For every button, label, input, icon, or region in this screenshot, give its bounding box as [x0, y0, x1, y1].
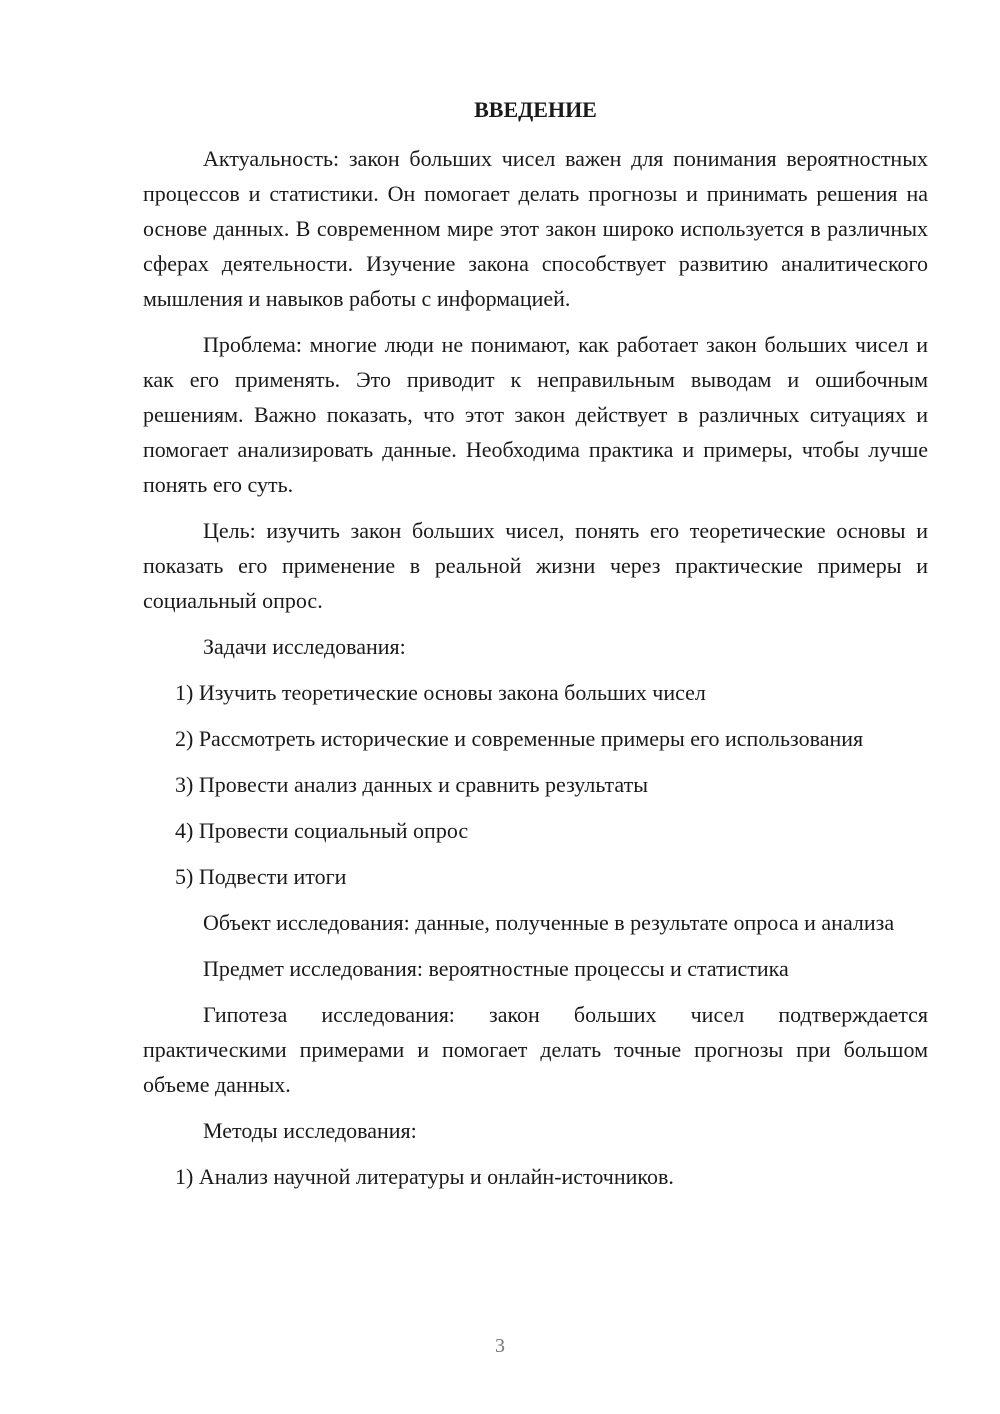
paragraph-relevance: Актуальность: закон больших чисел важен для понимания вероятностных процессов и статистики. Он помогает делать прогнозы и принимать решения на основе данных. В современном мире этот закон широко используется в различных сферах деятельности. Изучение закона способствует развитию аналитического мышления и навыков работы с информацией. [143, 146, 928, 311]
page-number: 3 [495, 1335, 505, 1357]
list-item: 1) Изучить теоретические основы закона больших чисел [175, 680, 706, 705]
paragraph-hypothesis: Гипотеза исследования: закон больших чисел подтверждается практическими примерами и помогает делать точные прогнозы при большом объеме данных. [143, 1002, 928, 1097]
list-item: 2) Рассмотреть исторические и современные примеры его использования [175, 726, 864, 751]
list-item: 3) Провести анализ данных и сравнить результаты [175, 772, 648, 797]
list-item: 5) Подвести итоги [175, 864, 347, 889]
paragraph-methods-heading: Методы исследования: [203, 1118, 417, 1143]
list-item: 1) Анализ научной литературы и онлайн-источников. [175, 1164, 674, 1189]
paragraph-tasks-heading: Задачи исследования: [203, 634, 406, 659]
document-body [143, 93, 928, 1205]
paragraph-goal: Цель: изучить закон больших чисел, понять его теоретические основы и показать его применение в реальной жизни через практические примеры и социальный опрос. [143, 518, 928, 613]
paragraph-object: Объект исследования: данные, полученные в результате опроса и анализа [203, 910, 895, 935]
paragraph-problem: Проблема: многие люди не понимают, как работает закон больших чисел и как его применять. Это приводит к неправильным выводам и ошибочным решениям. Важно показать, что этот закон действует в различных ситуациях и помогает анализировать данные. Необходима практика и примеры, чтобы лучше понять его суть. [143, 332, 928, 497]
paragraph-subject: Предмет исследования: вероятностные процессы и статистика [203, 956, 789, 981]
list-item: 4) Провести социальный опрос [175, 818, 469, 843]
document-title: ВВЕДЕНИЕ [474, 97, 597, 122]
